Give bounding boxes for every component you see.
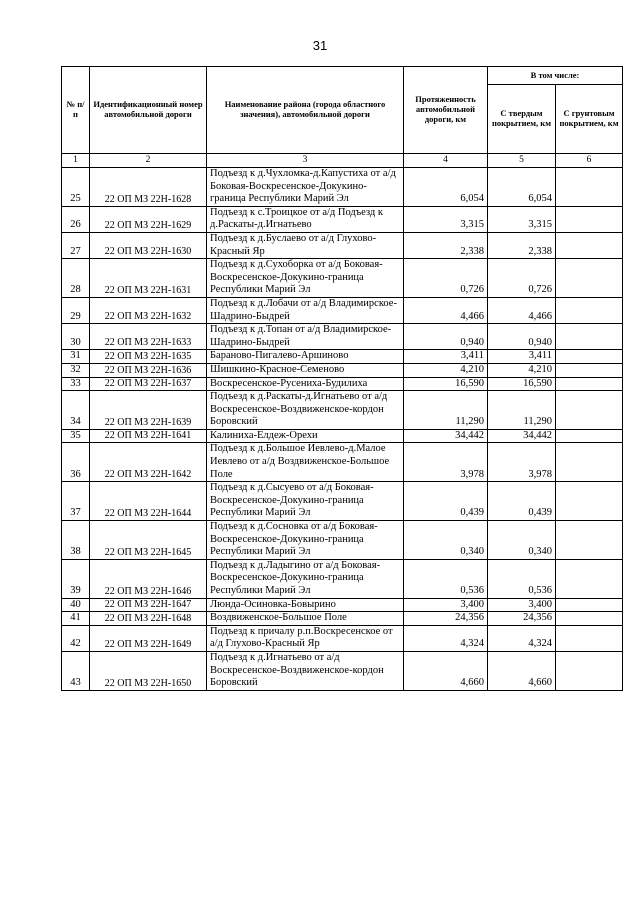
table-row (62, 598, 623, 612)
road-length: 34,442 (404, 429, 488, 443)
table-row (62, 443, 623, 482)
road-soft-surface (556, 521, 623, 560)
road-soft-surface (556, 559, 623, 598)
road-hard-surface: 0,536 (488, 559, 556, 598)
header-length: Протяженность автомобильной дороги, км (404, 67, 488, 154)
row-number: 42 (62, 625, 90, 651)
road-length: 11,290 (404, 391, 488, 430)
road-length: 3,400 (404, 598, 488, 612)
road-soft-surface (556, 259, 623, 298)
road-id: 22 ОП МЗ 22Н-1631 (90, 259, 207, 298)
road-hard-surface: 2,338 (488, 232, 556, 258)
road-hard-surface: 3,400 (488, 598, 556, 612)
road-id: 22 ОП МЗ 22Н-1637 (90, 377, 207, 391)
road-soft-surface (556, 651, 623, 690)
road-id: 22 ОП МЗ 22Н-1629 (90, 206, 207, 232)
road-name: Подъезд к д.Топан от а/д Владимирское-Шадрино-Быдрей (207, 324, 404, 350)
road-id: 22 ОП МЗ 22Н-1641 (90, 429, 207, 443)
header-group: В том числе: (488, 67, 623, 85)
table-row (62, 625, 623, 651)
road-hard-surface: 0,340 (488, 521, 556, 560)
table-row (62, 297, 623, 323)
row-number: 32 (62, 363, 90, 377)
road-hard-surface: 0,940 (488, 324, 556, 350)
road-soft-surface (556, 297, 623, 323)
road-length: 4,324 (404, 625, 488, 651)
table-row (62, 259, 623, 298)
road-id: 22 ОП МЗ 22Н-1630 (90, 232, 207, 258)
road-id: 22 ОП МЗ 22Н-1645 (90, 521, 207, 560)
table-row (62, 350, 623, 364)
road-name: Подъезд к д.Сысуево от а/д Боковая-Воскресенское-Докукино-граница Республики Марий Эл (207, 482, 404, 521)
road-length: 16,590 (404, 377, 488, 391)
road-length: 3,411 (404, 350, 488, 364)
road-hard-surface: 11,290 (488, 391, 556, 430)
road-hard-surface: 0,726 (488, 259, 556, 298)
road-soft-surface (556, 429, 623, 443)
row-number: 30 (62, 324, 90, 350)
col-number: 5 (488, 154, 556, 168)
road-length: 0,940 (404, 324, 488, 350)
road-soft-surface (556, 350, 623, 364)
road-hard-surface: 0,439 (488, 482, 556, 521)
table-row (62, 482, 623, 521)
road-name: Люнда-Осиновка-Бовырино (207, 598, 404, 612)
road-id: 22 ОП МЗ 22Н-1642 (90, 443, 207, 482)
road-id: 22 ОП МЗ 22Н-1648 (90, 612, 207, 626)
road-id: 22 ОП МЗ 22Н-1647 (90, 598, 207, 612)
road-length: 6,054 (404, 168, 488, 207)
road-soft-surface (556, 612, 623, 626)
row-number: 38 (62, 521, 90, 560)
road-soft-surface (556, 391, 623, 430)
road-length: 0,536 (404, 559, 488, 598)
road-name: Подъезд к с.Троицкое от а/д Подъезд к д.Раскаты-д.Игнатьево (207, 206, 404, 232)
road-length: 4,466 (404, 297, 488, 323)
road-soft-surface (556, 168, 623, 207)
road-name: Шишкино-Красное-Семеново (207, 363, 404, 377)
road-name: Подъезд к причалу р.п.Воскресенское от а/д Глухово-Красный Яр (207, 625, 404, 651)
road-soft-surface (556, 625, 623, 651)
road-name: Подъезд к д.Сухоборка от а/д Боковая-Воскресенское-Докукино-граница Республики Марий Эл (207, 259, 404, 298)
road-name: Подъезд к д.Чухломка-д.Капустиха от а/д Боковая-Воскресенское-Докукино-граница Республики Марий Эл (207, 168, 404, 207)
table-row (62, 391, 623, 430)
road-hard-surface: 4,660 (488, 651, 556, 690)
road-length: 3,315 (404, 206, 488, 232)
road-id: 22 ОП МЗ 22Н-1650 (90, 651, 207, 690)
table-header-row (62, 67, 623, 85)
row-number: 27 (62, 232, 90, 258)
table-row (62, 363, 623, 377)
road-hard-surface: 16,590 (488, 377, 556, 391)
road-hard-surface: 3,411 (488, 350, 556, 364)
road-name: Подъезд к д.Ладыгино от а/д Боковая-Воскресенское-Докукино-граница Республики Марий Эл (207, 559, 404, 598)
row-number: 39 (62, 559, 90, 598)
table-row (62, 324, 623, 350)
table-row (62, 612, 623, 626)
col-number: 6 (556, 154, 623, 168)
roads-table (61, 66, 623, 691)
row-number: 36 (62, 443, 90, 482)
road-soft-surface (556, 482, 623, 521)
road-name: Воскресенское-Русениха-Будилиха (207, 377, 404, 391)
table-row (62, 377, 623, 391)
road-length: 4,660 (404, 651, 488, 690)
row-number: 29 (62, 297, 90, 323)
table-row (62, 651, 623, 690)
road-id: 22 ОП МЗ 22Н-1633 (90, 324, 207, 350)
road-name: Подъезд к д.Сосновка от а/д Боковая-Воскресенское-Докукино-граница Республики Марий Эл (207, 521, 404, 560)
table-row (62, 232, 623, 258)
table-row (62, 206, 623, 232)
row-number: 26 (62, 206, 90, 232)
road-length: 4,210 (404, 363, 488, 377)
road-length: 24,356 (404, 612, 488, 626)
road-length: 0,340 (404, 521, 488, 560)
road-name: Подъезд к д.Игнатьево от а/д Воскресенское-Воздвиженское-кордон Боровский (207, 651, 404, 690)
row-number: 25 (62, 168, 90, 207)
row-number: 28 (62, 259, 90, 298)
road-length: 0,439 (404, 482, 488, 521)
row-number: 33 (62, 377, 90, 391)
road-hard-surface: 6,054 (488, 168, 556, 207)
road-length: 2,338 (404, 232, 488, 258)
header-soft: С грунтовым покрытием, км (556, 85, 623, 154)
road-name: Подъезд к д.Лобачи от а/д Владимирское-Шадрино-Быдрей (207, 297, 404, 323)
road-length: 3,978 (404, 443, 488, 482)
road-name: Калиниха-Елдеж-Орехи (207, 429, 404, 443)
road-hard-surface: 4,466 (488, 297, 556, 323)
row-number: 34 (62, 391, 90, 430)
road-soft-surface (556, 377, 623, 391)
road-id: 22 ОП МЗ 22Н-1639 (90, 391, 207, 430)
road-id: 22 ОП МЗ 22Н-1635 (90, 350, 207, 364)
col-number: 2 (90, 154, 207, 168)
row-number: 31 (62, 350, 90, 364)
road-soft-surface (556, 363, 623, 377)
road-id: 22 ОП МЗ 22Н-1636 (90, 363, 207, 377)
table-row (62, 559, 623, 598)
road-soft-surface (556, 232, 623, 258)
col-number: 4 (404, 154, 488, 168)
row-number: 35 (62, 429, 90, 443)
road-hard-surface: 3,978 (488, 443, 556, 482)
road-name: Подъезд к д.Буслаево от а/д Глухово-Красный Яр (207, 232, 404, 258)
road-name: Бараново-Пигалево-Аршиново (207, 350, 404, 364)
road-length: 0,726 (404, 259, 488, 298)
road-name: Подъезд к д.Раскаты-д.Игнатьево от а/д Воскресенское-Воздвиженское-кордон Боровский (207, 391, 404, 430)
road-hard-surface: 34,442 (488, 429, 556, 443)
header-id: Идентификационный номер автомобильной дороги (90, 67, 207, 154)
row-number: 37 (62, 482, 90, 521)
col-number: 1 (62, 154, 90, 168)
road-hard-surface: 24,356 (488, 612, 556, 626)
road-hard-surface: 4,324 (488, 625, 556, 651)
header-name: Наименование района (города областного значения), автомобильной дороги (207, 67, 404, 154)
road-soft-surface (556, 324, 623, 350)
road-soft-surface (556, 598, 623, 612)
road-id: 22 ОП МЗ 22Н-1646 (90, 559, 207, 598)
road-soft-surface (556, 443, 623, 482)
header-num: № п/п (62, 67, 90, 154)
road-id: 22 ОП МЗ 22Н-1649 (90, 625, 207, 651)
page-number: 31 (312, 38, 328, 53)
column-numbers-row (62, 154, 623, 168)
table-row (62, 521, 623, 560)
row-number: 41 (62, 612, 90, 626)
road-name: Подъезд к д.Большое Иевлево-д.Малое Иевлево от а/д Воздвиженское-Большое Поле (207, 443, 404, 482)
road-hard-surface: 3,315 (488, 206, 556, 232)
road-hard-surface: 4,210 (488, 363, 556, 377)
row-number: 43 (62, 651, 90, 690)
road-id: 22 ОП МЗ 22Н-1632 (90, 297, 207, 323)
table-row (62, 429, 623, 443)
road-soft-surface (556, 206, 623, 232)
header-hard: С твердым покрытием, км (488, 85, 556, 154)
table-body (62, 168, 623, 691)
road-id: 22 ОП МЗ 22Н-1628 (90, 168, 207, 207)
row-number: 40 (62, 598, 90, 612)
road-id: 22 ОП МЗ 22Н-1644 (90, 482, 207, 521)
col-number: 3 (207, 154, 404, 168)
road-name: Воздвиженское-Большое Поле (207, 612, 404, 626)
table-row (62, 168, 623, 207)
